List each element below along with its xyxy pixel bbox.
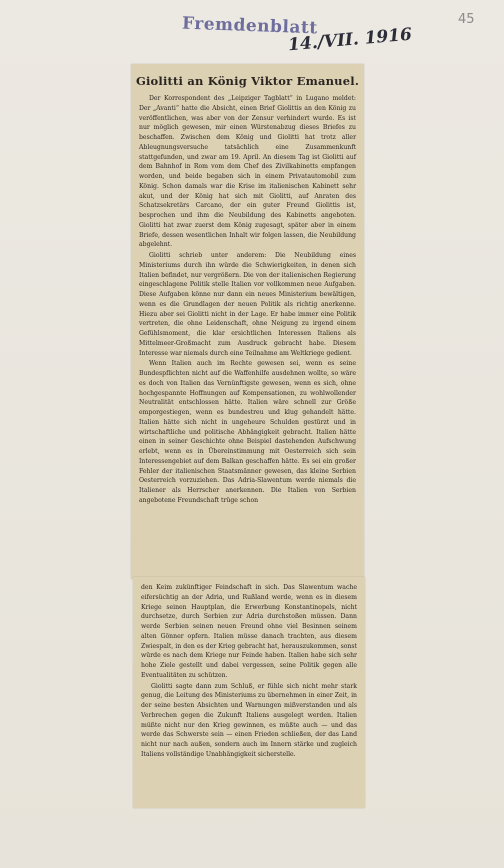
clipping-part-2	[133, 577, 365, 808]
newspaper-stamp: Fremdenblatt	[181, 13, 318, 39]
paragraph: Giolitti sagte dann zum Schluß, er fühle sich nicht mehr stark genug, die Leitung des Ministeriums zu übernehmen in einer Zeit, in der seine besten Absichten und Warnungen mißverstanden und als Verbrechen gegen die Zukunft Italiens ausgelegt werden. Italien müßte nicht nur den Krieg gewinnen, es müßte auch — und das werde das Schwerste sein — einen Frieden schließen, der das Land nicht nur nach außen, sondern auch im Innern stärke und zugleich Italiens vollständige Unabhängigkeit sicherstelle.	[141, 682, 357, 758]
article-headline: Giolitti an König Viktor Emanuel.	[135, 74, 360, 88]
page-number: 45	[458, 12, 475, 27]
clipping-part-1	[131, 64, 364, 579]
paragraph: Wenn Italien auch im Rechte gewesen sei, wenn es seine Bundespflichten nicht auf die Waffenhilfe ausdehnen wollte, so wäre es doch von Italien das Vernünftigste gewesen, wenn es sich, ohne hochgespannte Hoffnungen auf Kompensationen, zu wohlwollender Neutralität entschlossen hätte. Italien wäre schnell zur Größe emporgestiegen, wenn es bundestreu und klug gehandelt hätte. Italien hätte sich nicht in ungeheure Schulden gestürzt und in wirtschaftliche und politische Abhängigkeit gebracht. Italien hätte einen in seiner Geschichte ohne Beispiel dastehenden Aufschwung erlebt, wenn es in Übereinstimmung mit Oesterreich sich sein Interessengebiet auf dem Balkan geschaffen hätte. Es sei ein großer Fehler der italienischen Staatsmänner gewesen, das kleine Serbien Oesterreich vorzuziehen. Das Adria-Slawentum werde niemals die Italiener als Herrscher anerkennen. Die Italien von Serbien angebotene Freundschaft trüge schon	[139, 360, 356, 504]
article-body-2	[141, 583, 357, 760]
paragraph: Der Korrespondent des „Leipziger Tagblatt“ in Lugano meldet: Der „Avanti“ hatte die Absicht, einen Brief Giolittis an den König zu veröffentlichen, was aber von der Zensur verhindert wurde. Es ist nur möglich gewesen, mir einen Würstenabzug dieses Briefes zu beschaffen. Zwischen dem König und Giolitti hat trotz aller Ableugnungsversuche tatsächlich eine Zusammenkunft stattgefunden, und zwar am 19. April. An diesem Tag ist Giolitti auf dem Bahnhof in Rom vom dem Chef des Zivilkabinetts empfangen worden, und beide begaben sich in einem Privatautomobil zum König. Schon damals war die Krise im italienischen Kabinett sehr akut, und der König hat sich mit Giolitti, auf Anraten des Schatzsekretärs Carcano, der ein guter Freund Giolittis ist, besprochen und ihm die Neubildung des Kabinetts angeboten. Giolitti hat zwar zuerst dem König zugesagt, später aber in einem Briefe, dessen wesentlichen Inhalt wir folgen lassen, die Neubildung abgelehnt.	[139, 95, 356, 249]
paragraph: den Keim zukünftiger Feindschaft in sich. Das Slawentum wache eifersüchtig an der Adria, und Rußland werde, wenn es in diesem Kriege seinen Hauptplan, die Erwerbung Konstantinopels, nicht durchsetze, durch Serbien zur Adria durchstoßen müssen. Dann werde Serbien seinen neuen Freund ohne viel Besinnen seinem alten Gönner opfern. Italien müsse danach trachten, aus diesem Zwiespalt, in den es der Krieg gebracht hat, herauszukommen, sonst würde es nach dem Kriege nur Feinde haben. Italien habe sich sehr hohe Ziele gestellt und dabei vergessen, seine Politik gegen alle Eventualitäten zu schützen.	[141, 584, 357, 679]
paragraph: Giolitti schrieb unter anderem: Die Neubildung eines Ministeriums durch ihn würde die Schwierigkeiten, in denen sich Italien befindet, nur vergrößern. Die von der italienischen Regierung eingeschlagene Politik stelle Italien vor vollkommen neue Aufgaben. Diese Aufgaben könne nur dann ein neues Ministerium bewältigen, wenn es die Grundlagen der neuen Politik als richtig anerkenne. Hiezu aber sei Giolitti nicht in der Lage. Er habe immer eine Politik vertreten, die ohne Leidenschaft, ohne Neigung zu irgend einem Gefühlsmoment, die klar ersichtlichen Interessen Italiens als Mittelmeer-Großmacht zum Ausdruck gebracht habe. Diesem Interesse war niemals durch eine Teilnahme am Weltkriege gedient.	[139, 252, 356, 357]
article-body-1	[139, 94, 356, 506]
handwritten-date: 14./VII. 1916	[287, 24, 413, 56]
